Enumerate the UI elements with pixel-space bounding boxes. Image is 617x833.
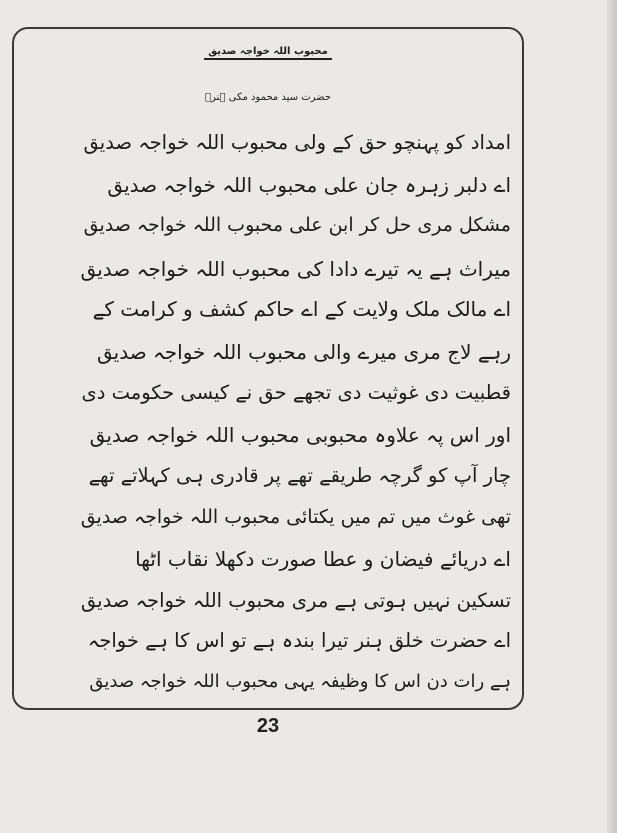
verse-line: تسکین نہیں ہوتی ہے مری محبوب اللہ خواجہ صدیق [80, 589, 511, 612]
page-number: 23 [256, 715, 280, 737]
verse-line: تھی غوث میں تم میں یکتائی محبوب اللہ خواجہ صدیق [80, 506, 511, 528]
verse-line: اے دلبر زہرہ جان علی محبوب اللہ خواجہ صدیق [107, 173, 511, 197]
verse-line: امداد کو پہنچو حق کے ولی محبوب اللہ خواجہ صدیق [83, 131, 511, 154]
verse-line: مشکل مری حل کر ابن علی محبوب اللہ خواجہ صدیق [83, 214, 511, 236]
poem-author: حضرت سید محمود مکی ہنرؔ [204, 92, 332, 103]
verse-line: میراث ہے یہ تیرے دادا کی محبوب اللہ خواجہ صدیق [80, 257, 511, 281]
page-edge-shadow [607, 0, 617, 833]
verse-line: رہے لاج مری میرے والی محبوب اللہ خواجہ صدیق [96, 340, 511, 364]
verse-line: ہے رات دن اس کا وظیفہ یہی محبوب اللہ خواجہ صدیق [89, 671, 511, 692]
poem-title: محبوب اللہ خواجہ صدیق [12, 33, 524, 71]
verse-line: قطبیت دی غوثیت دی تجھے حق نے کیسی حکومت دی [81, 381, 511, 404]
verse-line: اے دریائے فیضان و عطا صورت دکھلا نقاب اٹھا [135, 547, 511, 571]
verse-line: چار آپ کو گرچہ طریقے تھے پر قادری ہی کہلاتے تھے [88, 464, 511, 487]
verse-line: اے حضرت خلق ہنر تیرا بندہ ہے تو اس کا ہے خواجہ [87, 629, 511, 652]
verse-line: اے مالک ملک ولایت کے اے حاکم کشف و کرامت کے [92, 297, 511, 321]
verse-line: اور اس پہ علاوہ محبوبی محبوب اللہ خواجہ صدیق [89, 423, 511, 447]
